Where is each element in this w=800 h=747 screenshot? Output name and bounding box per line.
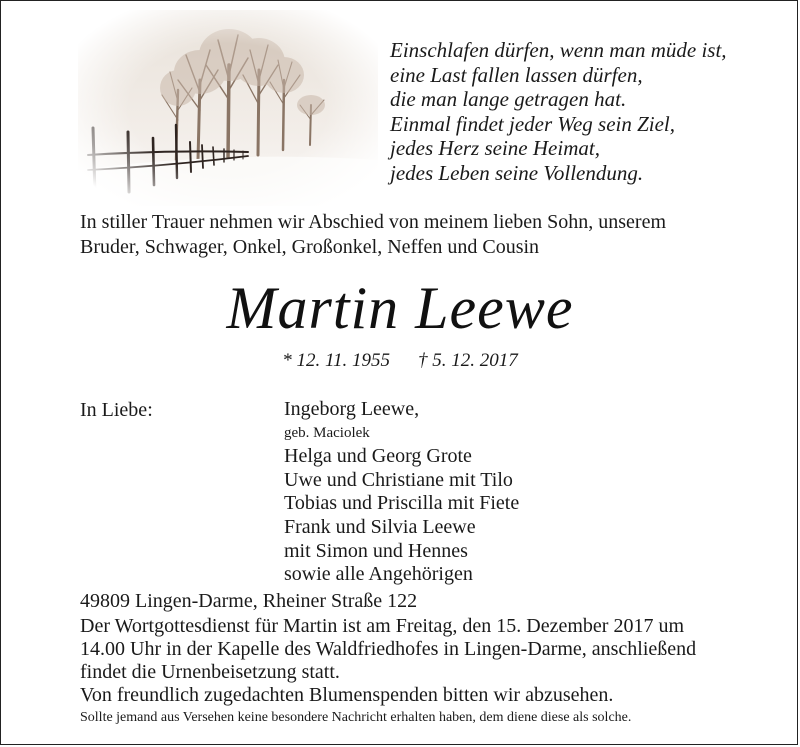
service-line: findet die Urnenbeisetzung statt. <box>80 661 340 683</box>
mourner-line: Uwe und Christiane mit Tilo <box>284 468 513 491</box>
notice-text: Sollte jemand aus Versehen keine besondere Nachricht erhalten haben, dem diene diese als solche. <box>80 710 632 725</box>
mourner-line: Tobias und Priscilla mit Fiete <box>284 492 520 515</box>
mourner-line: sowie alle Angehörigen <box>284 563 473 586</box>
death-date: † 5. 12. 2017 <box>418 350 518 371</box>
service-info <box>80 615 780 707</box>
intro-text <box>80 210 760 260</box>
service-line: Der Wortgottesdienst für Martin ist am Freitag, den 15. Dezember 2017 um <box>80 615 684 637</box>
maiden-name: geb. Maciolek <box>284 424 370 441</box>
winter-landscape-image <box>78 10 378 206</box>
deceased-name: Martin Leewe <box>226 275 574 341</box>
life-dates <box>0 349 800 373</box>
poem-line: eine Last fallen lassen dürfen, <box>390 62 643 87</box>
intro-line: In stiller Trauer nehmen wir Abschied von meinem lieben Sohn, unserem <box>80 211 667 233</box>
intro-line: Bruder, Schwager, Onkel, Großonkel, Neffen und Cousin <box>80 236 540 258</box>
poem <box>390 38 790 185</box>
mourner-line: mit Simon und Hennes <box>284 539 468 562</box>
poem-line: die man lange getragen hat. <box>390 87 627 111</box>
mourners-label: In Liebe: <box>80 399 153 421</box>
poem-line: jedes Leben seine Vollendung. <box>390 160 644 185</box>
mourner-name: Ingeborg Leewe, <box>284 398 420 420</box>
birth-date: * 12. 11. 1955 <box>282 350 391 371</box>
mourner-line: Helga und Georg Grote <box>284 445 472 468</box>
mourners-list <box>284 398 519 587</box>
address: 49809 Lingen-Darme, Rheiner Straße 122 <box>80 590 418 612</box>
service-line: Von freundlich zugedachten Blumenspenden bitten wir abzusehen. <box>80 684 614 706</box>
poem-line: Einschlafen dürfen, wenn man müde ist, <box>390 38 727 62</box>
mourner-line <box>284 398 519 445</box>
poem-line: Einmal findet jeder Weg sein Ziel, <box>390 111 676 136</box>
poem-line: jedes Herz seine Heimat, <box>390 136 600 160</box>
service-line: 14.00 Uhr in der Kapelle des Waldfriedhofes in Lingen-Darme, anschließend <box>80 638 697 660</box>
mourner-line: Frank und Silvia Leewe <box>284 515 476 538</box>
